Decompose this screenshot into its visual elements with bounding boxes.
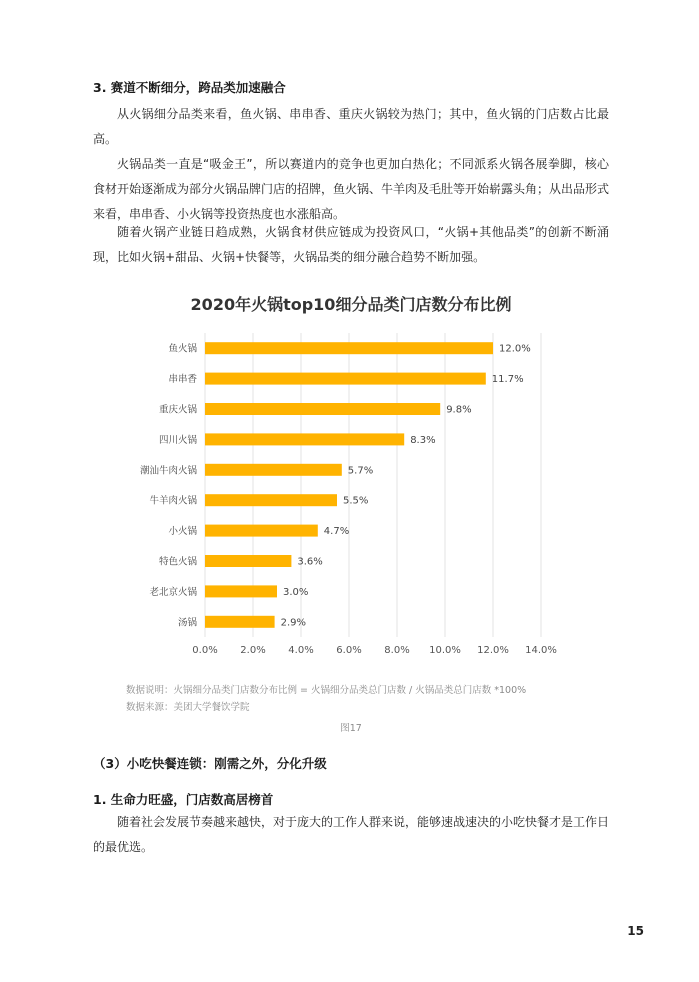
category-label: 特色火锅 <box>158 556 197 568</box>
bar <box>205 555 291 567</box>
data-label: 9.8% <box>446 404 472 416</box>
data-description-note: 数据说明：火锅细分品类门店数分布比例 = 火锅细分品类总门店数 / 火锅品类总门店数 *100% <box>126 685 527 696</box>
bar <box>205 433 404 445</box>
category-label: 四川火锅 <box>158 434 197 446</box>
page-number: 15 <box>627 924 644 938</box>
bar <box>205 616 275 628</box>
data-label: 11.7% <box>491 374 524 386</box>
subsection-heading: （3）小吃快餐连锁：刚需之外，分化升级 <box>93 756 327 771</box>
chart-title: 2020年火锅top10细分品类门店数分布比例 <box>190 295 512 314</box>
category-label: 重庆火锅 <box>158 404 197 416</box>
bar <box>205 403 440 415</box>
bar <box>205 494 337 506</box>
category-label: 小火锅 <box>168 526 197 538</box>
bar-chart <box>93 325 609 665</box>
bar <box>205 373 486 385</box>
subsection-title: 1. 生命力旺盛，门店数高居榜首 <box>93 792 274 807</box>
x-tick-label: 12.0% <box>477 645 509 656</box>
bar <box>205 585 277 597</box>
category-label: 汤锅 <box>177 617 197 629</box>
figure-label: 图17 <box>340 723 362 734</box>
category-label: 牛羊肉火锅 <box>149 495 197 507</box>
x-tick-label: 0.0% <box>192 645 218 656</box>
bar <box>205 342 493 354</box>
x-tick-label: 4.0% <box>288 645 314 656</box>
category-label: 鱼火锅 <box>168 343 197 355</box>
paragraph-4: 随着社会发展节奏越来越快，对于庞大的工作人群来说，能够速战速决的小吃快餐才是工作日的最优选。 <box>93 815 610 854</box>
data-label: 5.7% <box>347 465 374 477</box>
data-label: 2.9% <box>280 617 307 629</box>
data-label: 3.6% <box>297 556 323 568</box>
x-tick-label: 14.0% <box>525 645 557 656</box>
x-tick-label: 2.0% <box>240 645 266 656</box>
x-tick-label: 8.0% <box>384 645 410 656</box>
data-label: 5.5% <box>343 495 369 507</box>
x-tick-label: 6.0% <box>336 645 362 656</box>
data-label: 4.7% <box>323 526 350 538</box>
bar <box>205 464 342 476</box>
data-label: 3.0% <box>283 586 309 598</box>
category-label: 潮汕牛肉火锅 <box>139 465 197 477</box>
x-tick-label: 10.0% <box>429 645 461 656</box>
paragraph-3: 随着火锅产业链日趋成熟，火锅食材供应链成为投资风口，“火锅+其他品类”的创新不断涌现，比如火锅+甜品、火锅+快餐等，火锅品类的细分融合趋势不断加强。 <box>93 225 609 264</box>
data-label: 8.3% <box>410 434 436 446</box>
paragraph-1: 从火锅细分品类来看，鱼火锅、串串香、重庆火锅较为热门；其中，鱼火锅的门店数占比最高。 <box>93 107 609 146</box>
bar <box>205 525 318 537</box>
paragraph-2: 火锅品类一直是“吸金王”，所以赛道内的竞争也更加白热化；不同派系火锅各展拳脚，核心食材开始逐渐成为部分火锅品牌门店的招牌，鱼火锅、牛羊肉及毛肚等开始崭露头角；从出品形式来看，串串香、小火锅等投资热度也水涨船高。 <box>93 157 610 221</box>
category-label: 串串香 <box>168 374 197 386</box>
data-source-note: 数据来源：美团大学餐饮学院 <box>126 702 250 713</box>
section-heading: 3. 赛道不断细分，跨品类加速融合 <box>93 80 286 95</box>
data-label: 12.0% <box>499 343 531 355</box>
category-label: 老北京火锅 <box>149 586 197 598</box>
